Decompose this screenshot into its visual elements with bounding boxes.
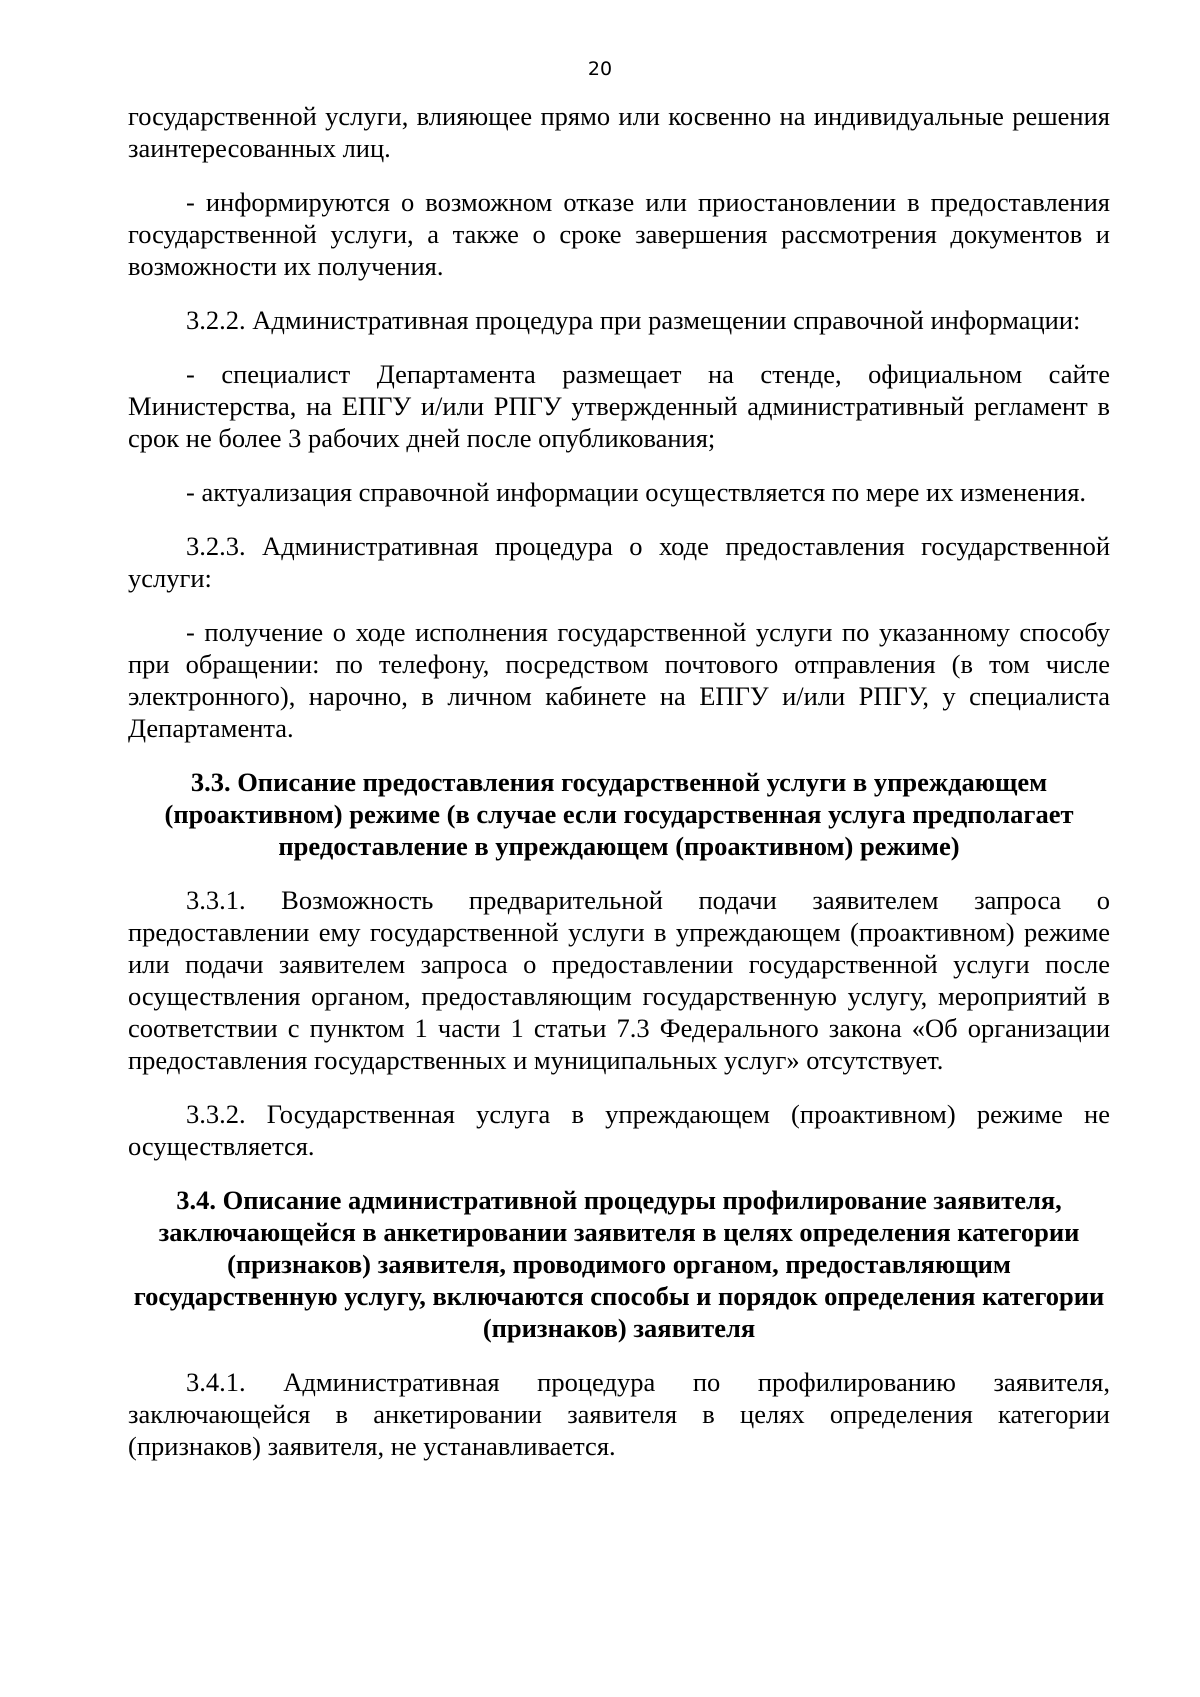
paragraph-progress-info: - получение о ходе исполнения государственной услуги по указанному способу при обращении: по телефону, посредством почтового отправления (в том числе электронного), нарочно, в личном кабинете на ЕПГУ и/или РПГУ, у специалиста Департамента.: [128, 617, 1110, 743]
document-body: [128, 100, 1110, 1484]
page-number: 20: [587, 58, 613, 80]
paragraph-3-2-3: 3.2.3. Административная процедура о ходе предоставления государственной услуги:: [128, 531, 1110, 593]
paragraph-inform-refusal: - информируются о возможном отказе или приостановлении в предоставления государственной услуги, а также о сроке завершения рассмотрения документов и возможности их получения.: [128, 187, 1110, 281]
paragraph-3-2-2: 3.2.2. Административная процедура при размещении справочной информации:: [186, 305, 1081, 335]
section-heading-3-4: 3.4. Описание административной процедуры профилирование заявителя, заключающейся в анкетировании заявителя в целях определения категории (признаков) заявителя, проводимого органом, предоставляющим государственную услугу, включаются способы и порядок определения категории (признаков) заявителя: [133, 1185, 1105, 1343]
paragraph-continuation: государственной услуги, влияющее прямо или косвенно на индивидуальные решения заинтересованных лиц.: [128, 101, 1110, 163]
paragraph-3-4-1: 3.4.1. Административная процедура по профилированию заявителя, заключающейся в анкетировании заявителя в целях определения категории (признаков) заявителя, не устанавливается.: [128, 1367, 1110, 1461]
paragraph-3-3-1: 3.3.1. Возможность предварительной подачи заявителем запроса о предоставлении ему государственной услуги в упреждающем (проактивном) режиме или подачи заявителем запроса о предоставлении государственной услуги после осуществления органом, предоставляющим государственную услугу, мероприятий в соответствии с пунктом 1 части 1 статьи 7.3 Федерального закона «Об организации предоставления государственных и муниципальных услуг» отсутствует.: [128, 885, 1110, 1075]
paragraph-info-update: - актуализация справочной информации осуществляется по мере их изменения.: [186, 477, 1087, 507]
paragraph-specialist-posting: - специалист Департамента размещает на стенде, официальном сайте Министерства, на ЕПГУ и/или РПГУ утвержденный административный регламент в срок не более 3 рабочих дней после опубликования;: [128, 359, 1110, 453]
paragraph-3-3-2: 3.3.2. Государственная услуга в упреждающем (проактивном) режиме не осуществляется.: [128, 1099, 1110, 1161]
section-heading-3-3: 3.3. Описание предоставления государственной услуги в упреждающем (проактивном) режиме (в случае если государственная услуга предполагает предоставление в упреждающем (проактивном) режиме): [164, 767, 1074, 861]
